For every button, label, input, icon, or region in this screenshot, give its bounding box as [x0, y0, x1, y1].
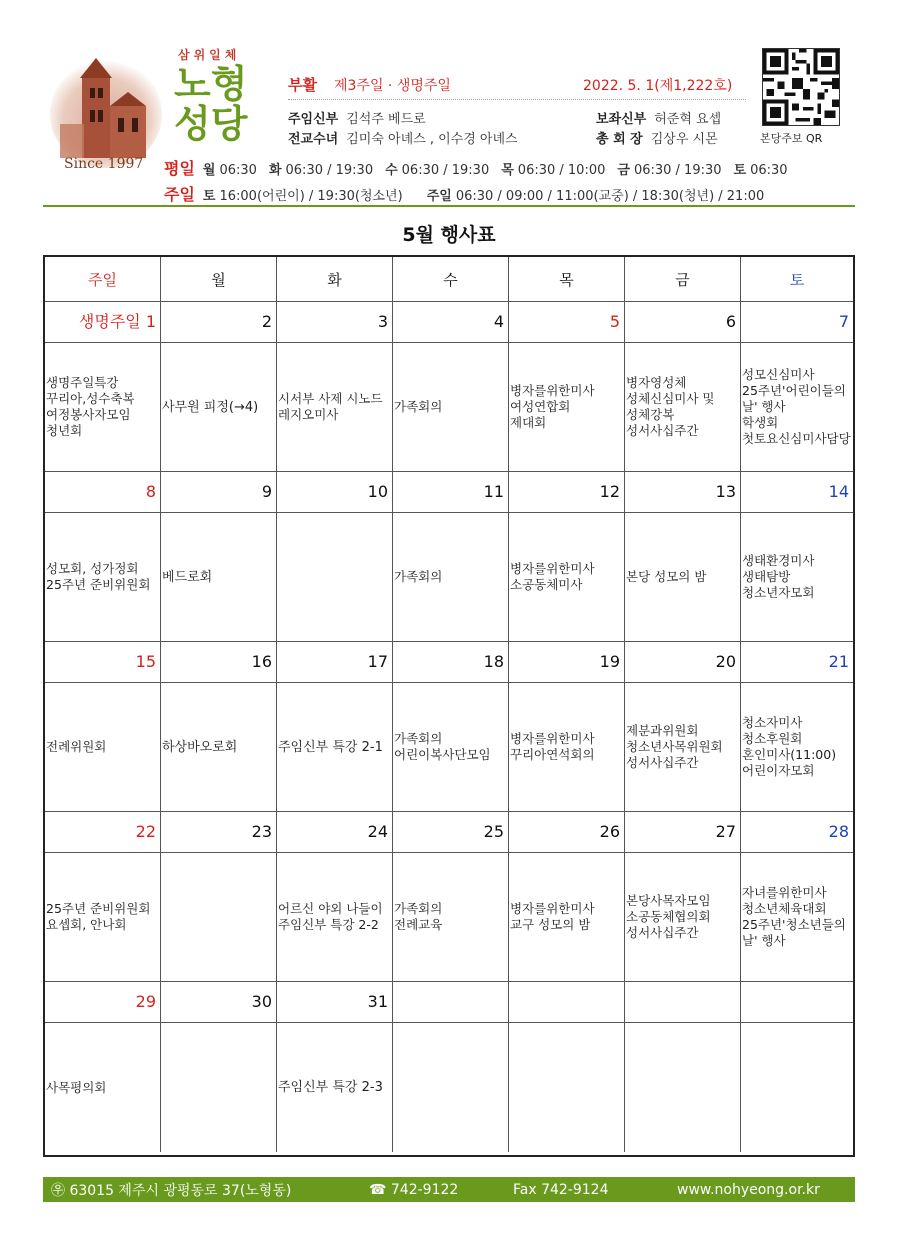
event-item: 25주년'청소년들의 [742, 917, 846, 932]
sunday-mass-times: 주일 토 16:00(어린이) / 19:30(청소년) 주일 06:30 / 09:00 / 11:00(교중) / 18:30(청년) / 21:00 [164, 185, 765, 204]
trinity-label: 삼위일체 [178, 48, 241, 62]
date-number: 8 [45, 472, 161, 513]
footer-address: ㉾ 63015 제주시 광평동로 37(노형동) [51, 1182, 292, 1199]
date-number: 2 [161, 302, 277, 343]
day-events [509, 683, 625, 812]
weekday-header-2: 화 [277, 257, 393, 302]
event-item: 주임신부 특강 2-3 [278, 1080, 383, 1095]
day-events [509, 343, 625, 472]
event-item: 어린이자모회 [742, 763, 815, 778]
event-item: 주임신부 특강 2-1 [278, 739, 383, 755]
event-item: 소공동체미사 [510, 577, 583, 592]
date-number: 18 [393, 642, 509, 683]
date-number: 31 [277, 982, 393, 1023]
weekday-header-0: 주일 [45, 257, 161, 302]
event-item: 성모회, 성가정회 [46, 561, 139, 576]
monthly-calendar [43, 255, 855, 1157]
date-number: 26 [509, 812, 625, 853]
event-item: 시서부 사제 시노드 [278, 391, 383, 406]
day-events [161, 853, 277, 982]
event-item: 성서사십주간 [626, 755, 699, 770]
day-events [277, 513, 393, 642]
event-item: 제대회 [510, 415, 547, 430]
day-events [625, 343, 741, 472]
event-item: 꾸리아,성수축복 [46, 391, 135, 406]
event-item: 병자를위한미사 [510, 561, 595, 576]
date-number: 24 [277, 812, 393, 853]
event-item: 생태환경미사 [742, 553, 815, 568]
event-item: 가족회의 [394, 731, 443, 746]
day-events [277, 1023, 393, 1152]
day-events [741, 1023, 853, 1152]
event-item: 꾸리아연석회의 [510, 747, 595, 762]
event-item: 여성연합회 [510, 399, 571, 414]
event-item: 베드로회 [162, 569, 213, 585]
date-number: 6 [625, 302, 741, 343]
header-green-divider [43, 205, 855, 207]
event-item: 사목평의회 [46, 1079, 107, 1095]
date-number: 13 [625, 472, 741, 513]
date-number: 12 [509, 472, 625, 513]
day-events [161, 343, 277, 472]
day-events [45, 683, 161, 812]
weekday-header-3: 수 [393, 257, 509, 302]
day-events [393, 513, 509, 642]
event-item: 전례교육 [394, 917, 443, 932]
date-number: 10 [277, 472, 393, 513]
event-item: 가족회의 [394, 901, 443, 916]
footer-website[interactable]: www.nohyeong.or.kr [677, 1181, 820, 1198]
date-number: 9 [161, 472, 277, 513]
event-item: 병자를위한미사 [510, 731, 595, 746]
event-item: 청소자미사 [742, 715, 803, 730]
date-number: 21 [741, 642, 853, 683]
weekday-mass-times: 평일 월 06:30 화 06:30 / 19:30 수 06:30 / 19:30 목 06:30 / 10:00 금 06:30 / 19:30 토 06:30 [164, 159, 788, 178]
event-item: 생명주일특강 [46, 375, 119, 390]
day-events [741, 343, 853, 472]
date-number: 23 [161, 812, 277, 853]
day-events [45, 853, 161, 982]
event-item: 가족회의 [394, 569, 443, 584]
parish-name-line1: 노형 [174, 62, 248, 106]
day-events [509, 853, 625, 982]
date-number: 17 [277, 642, 393, 683]
weekday-header-5: 금 [625, 257, 741, 302]
event-item: 청소년체육대회 [742, 901, 827, 916]
day-events [625, 1023, 741, 1152]
event-item: 여정봉사자모임 [46, 407, 131, 422]
day-events [393, 1023, 509, 1152]
date-number: 3 [277, 302, 393, 343]
event-item: 하상바오로회 [162, 739, 238, 755]
event-item: 레지오미사 [278, 407, 339, 422]
event-item: 학생회 [742, 415, 779, 430]
event-item: 어린이복사단모임 [394, 747, 491, 762]
day-events [509, 513, 625, 642]
event-item: 본당사목자모임 [626, 893, 711, 908]
date-number [625, 982, 741, 1023]
day-events [277, 683, 393, 812]
day-events [625, 513, 741, 642]
event-item: 25주년 준비위원회 [46, 901, 151, 916]
event-item: 성서사십주간 [626, 925, 699, 940]
event-item: 주임신부 특강 2-2 [278, 917, 379, 932]
qr-code[interactable] [762, 48, 840, 126]
event-item: 성체신심미사 및 [626, 391, 715, 406]
event-item: 전례위원회 [46, 739, 107, 754]
day-events [393, 683, 509, 812]
event-item: 교구 성모의 밤 [510, 917, 591, 932]
day-events [393, 343, 509, 472]
date-number: 생명주일 1 [45, 302, 161, 343]
date-number: 30 [161, 982, 277, 1023]
liturgical-week: 제3주일 · 생명주일 [334, 78, 451, 94]
since-year: Since 1997 [64, 156, 144, 172]
date-number: 28 [741, 812, 853, 853]
date-number: 27 [625, 812, 741, 853]
day-events [161, 1023, 277, 1152]
date-number: 25 [393, 812, 509, 853]
church-tower-image [50, 48, 162, 168]
day-events [509, 1023, 625, 1152]
date-number: 16 [161, 642, 277, 683]
staff-pastor: 주임신부 김석주 베드로 [288, 112, 426, 127]
event-item: 제분과위원회 [626, 723, 699, 738]
event-item: 생태탐방 [742, 569, 791, 584]
event-item: 혼인미사(11:00) [742, 747, 837, 762]
staff-assistant: 보좌신부 허준혁 요셉 [596, 112, 722, 127]
footer-phone: ☎ 742-9122 [369, 1181, 459, 1198]
day-events [741, 853, 853, 982]
day-events [277, 853, 393, 982]
event-item: 소공동체협의회 [626, 909, 711, 924]
qr-label: 본당주보 QR [760, 132, 823, 145]
staff-sisters: 전교수녀 김미숙 아녜스 , 이수경 아녜스 [288, 132, 518, 147]
date-number: 20 [625, 642, 741, 683]
event-item: 요셉회, 안나회 [46, 917, 127, 932]
event-item: 청소후원회 [742, 731, 803, 746]
event-item: 25주년 준비위원회 [46, 577, 151, 592]
event-item: 날' 행사 [742, 933, 786, 948]
date-number [509, 982, 625, 1023]
event-item: 가족회의 [394, 399, 443, 414]
date-number: 5 [509, 302, 625, 343]
event-item: 병자를위한미사 [510, 383, 595, 398]
day-events [45, 1023, 161, 1152]
date-number: 22 [45, 812, 161, 853]
footer-bar [43, 1177, 855, 1202]
event-item: 본당 성모의 밤 [626, 569, 707, 584]
date-number: 4 [393, 302, 509, 343]
day-events [741, 513, 853, 642]
parish-name-line2: 성당 [174, 102, 248, 146]
event-item: 청소년사목위원회 [626, 739, 723, 754]
day-events [741, 683, 853, 812]
event-item: 청소년자모회 [742, 585, 815, 600]
date-number [393, 982, 509, 1023]
day-events [625, 683, 741, 812]
liturgical-season: 부활 [288, 76, 317, 94]
page-title: 5월 행사표 [402, 224, 496, 246]
day-events [45, 343, 161, 472]
event-item: 날' 행사 [742, 399, 786, 414]
event-item: 성서사십주간 [626, 423, 699, 438]
date-number: 14 [741, 472, 853, 513]
event-item: 성모신심미사 [742, 367, 815, 382]
event-item: 자녀를위한미사 [742, 885, 827, 900]
issue-date: 2022. 5. 1(제1,222호) [583, 78, 733, 94]
date-number [741, 982, 853, 1023]
weekday-header-6: 토 [741, 257, 853, 302]
date-number: 15 [45, 642, 161, 683]
day-events [161, 513, 277, 642]
event-item: 성체강복 [626, 407, 675, 422]
event-item: 병자영성체 [626, 375, 687, 390]
event-item: 어르신 야외 나들이 [278, 901, 383, 916]
event-item: 사무원 피정(→4) [162, 399, 259, 415]
event-item: 첫토요신심미사담당 [742, 431, 851, 446]
weekday-header-4: 목 [509, 257, 625, 302]
day-events [393, 853, 509, 982]
event-item: 청년회 [46, 423, 83, 438]
footer-fax: Fax 742-9124 [513, 1181, 609, 1198]
day-events [277, 343, 393, 472]
event-item: 25주년'어린이들의 [742, 383, 846, 398]
event-item: 병자를위한미사 [510, 901, 595, 916]
date-number: 29 [45, 982, 161, 1023]
date-number: 19 [509, 642, 625, 683]
date-number: 11 [393, 472, 509, 513]
header-divider [288, 99, 746, 100]
day-events [625, 853, 741, 982]
date-number: 7 [741, 302, 853, 343]
staff-president: 총 회 장 김상우 시몬 [596, 132, 718, 147]
day-events [45, 513, 161, 642]
weekday-header-1: 월 [161, 257, 277, 302]
day-events [161, 683, 277, 812]
